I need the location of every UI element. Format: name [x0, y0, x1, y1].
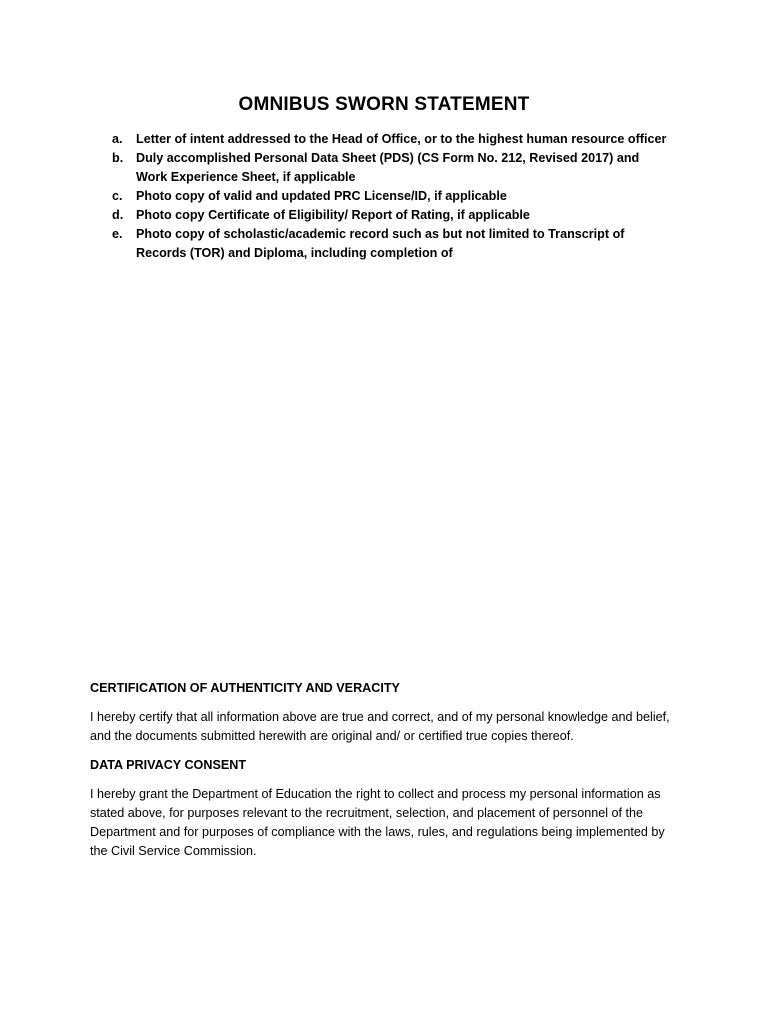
privacy-consent-body: I hereby grant the Department of Education the right to collect and process my personal information as stated above, for purposes relevant to the recruitment, selection, and placement of personnel of the Department and for purposes of compliance with the laws, rules, and regulations being implemented by the Civil Service Commission.	[90, 787, 665, 858]
requirement-letter: c.	[112, 189, 123, 203]
requirement-text: Photo copy of valid and updated PRC License/ID, if applicable	[136, 189, 507, 203]
requirement-text: Letter of intent addressed to the Head of Office, or to the highest human resource officer	[136, 132, 667, 146]
document-title: OMNIBUS SWORN STATEMENT	[238, 94, 530, 115]
requirement-letter: b.	[112, 151, 124, 165]
privacy-consent-heading: DATA PRIVACY CONSENT	[90, 758, 247, 772]
certification-body: I hereby certify that all information above are true and correct, and of my personal knowledge and belief, and the documents submitted herewith are original and/ or certified true copies thereof.	[90, 710, 670, 743]
requirement-item-d	[112, 206, 672, 225]
requirement-text: Photo copy Certificate of Eligibility/ Report of Rating, if applicable	[136, 208, 530, 222]
requirement-item-a	[112, 130, 672, 149]
requirement-item-b	[112, 149, 672, 187]
requirement-text: Duly accomplished Personal Data Sheet (PDS) (CS Form No. 212, Revised 2017) and Work Experience Sheet, if applicable	[136, 151, 640, 184]
requirement-text: Photo copy of scholastic/academic record such as but not limited to Transcript of Records (TOR) and Diploma, including completion of	[136, 227, 625, 260]
requirement-item-e	[112, 225, 672, 263]
requirement-letter: d.	[112, 208, 124, 222]
requirement-letter: e.	[112, 227, 123, 241]
requirements-list	[112, 130, 672, 263]
certification-heading: CERTIFICATION OF AUTHENTICITY AND VERACITY	[90, 681, 400, 695]
requirement-item-c	[112, 187, 672, 206]
requirement-letter: a.	[112, 132, 123, 146]
